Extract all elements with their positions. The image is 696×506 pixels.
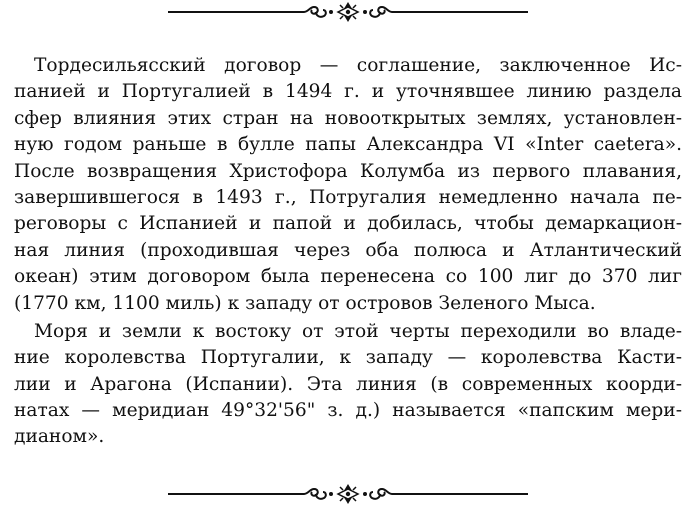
text-line: натах — меридиан 49°32'56" з. д.) называется «папским мери- — [14, 400, 682, 422]
paragraph-2 — [14, 319, 682, 451]
text-line: Моря и земли к востоку от этой черты переходили во владе- — [34, 320, 682, 342]
text-line: ную годом раньше в булле папы Александра VI «Inter caetera». — [14, 134, 682, 156]
text-line: океан) этим договором была перенесена со 100 лиг до 370 лиг — [14, 266, 682, 288]
text-line: завершившегося в 1493 г., Потругалия немедленно начала пе- — [14, 186, 682, 208]
text-line: реговоры с Испанией и папой и добилась, чтобы демаркацион- — [14, 213, 682, 235]
text-line: лии и Арагона (Испании). Эта линия (в современных коорди- — [14, 373, 682, 395]
paragraph-1 — [14, 53, 682, 317]
text-line: Тордесильясский договор — соглашение, заключенное Ис- — [34, 55, 682, 76]
text-line: дианом». — [14, 426, 105, 448]
text-line: сфер влияния этих стран на новооткрытых землях, установлен- — [14, 107, 682, 129]
text-line: (1770 км, 1100 миль) к западу от островов Зеленого Мыса. — [14, 292, 596, 314]
text-line: После возвращения Христофора Колумба из первого плавания, — [14, 160, 682, 182]
fleuron-divider-icon — [168, 1, 528, 23]
fleuron-divider-icon — [168, 483, 528, 505]
bottom-ornament-divider — [0, 483, 696, 505]
text-line: ная линия (проходившая через оба полюса и Атлантический — [14, 239, 682, 261]
text-line: панией и Португалией в 1494 г. и уточнявшее линию раздела — [14, 81, 682, 103]
text-line: ние королевства Португалии, к западу — королевства Касти- — [14, 347, 682, 369]
top-ornament-divider — [0, 1, 696, 23]
article-text — [14, 53, 682, 451]
